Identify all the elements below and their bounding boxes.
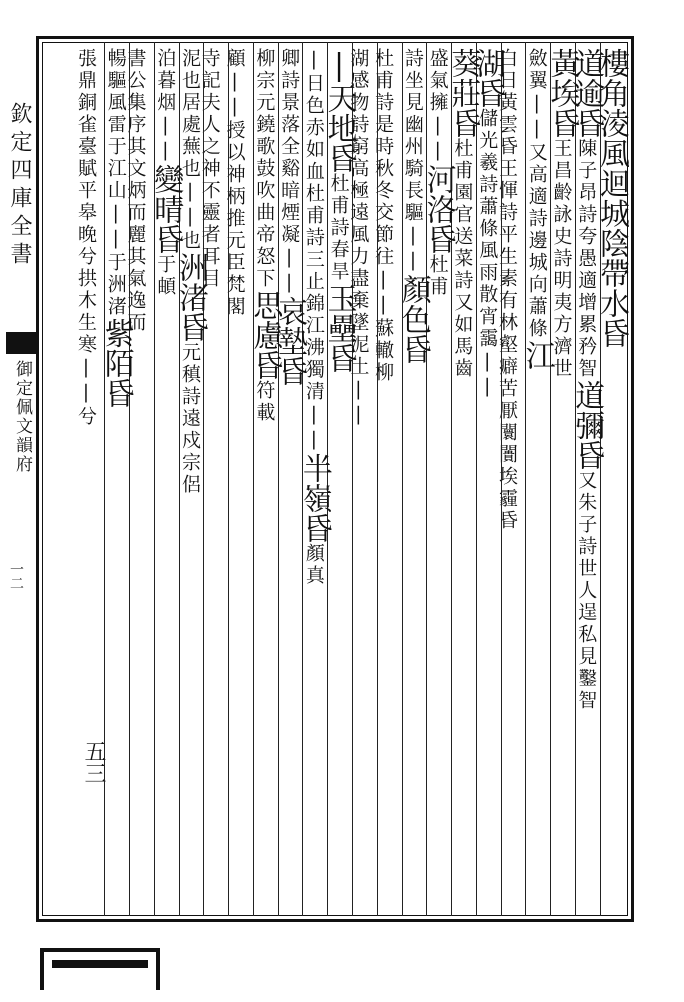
citation-text: 符載 <box>253 380 276 424</box>
citation-text: 卿詩景落全谿暗煙凝|| <box>278 48 301 296</box>
citation-text: 盛氣擁|| <box>426 48 449 164</box>
citation-text: 梵閣 <box>223 274 246 318</box>
citation-text: 杜甫詩是時秋冬交節往|| <box>372 48 395 318</box>
gutter <box>0 42 42 916</box>
citation-text: 壑癖苦厭闤闠埃霾昏 <box>495 334 518 532</box>
citation-text: |日色赤如血 <box>302 48 325 183</box>
citation-text: 王昌齡詠史詩明夷方濟世 <box>550 138 573 380</box>
volume-title: 御定佩文韻府 <box>12 360 32 474</box>
citation-text: 杜甫園官送菜詩又如馬齒 <box>451 138 474 380</box>
column-rule <box>154 42 155 916</box>
book-title: 欽定四庫全書 <box>7 102 32 270</box>
citation-text: 于頔 <box>154 254 177 298</box>
folio-number: 一二 <box>8 562 24 590</box>
headword: 半嶺昏 <box>296 453 332 543</box>
citation-text: 張鼎銅雀臺賦平皋晚兮拱木生寒||兮 <box>75 48 97 428</box>
citation-text: 書公集序其文炳而麗其氣逸而 <box>124 48 147 334</box>
citation-text: 湖感物詩窮高極遠風力盡棄墜泥土|| <box>347 48 370 428</box>
citation-text: 又朱子詩世人逞私見鑿智 <box>575 470 598 712</box>
citation-text: 寺記夫人之神不靈者耳目 <box>198 48 221 290</box>
citation-text: 儲光羲詩蕭條風雨散宵靄|| <box>476 108 499 400</box>
citation-text: 杜甫詩春旱 <box>327 173 350 283</box>
headword: 道彌昏 <box>569 380 605 470</box>
headword: 江 <box>519 340 555 370</box>
citation-text: 杜甫詩三止錦江沸獨清|| <box>302 183 325 453</box>
citation-text: 蘇轍柳 <box>372 318 395 384</box>
headword: 葵莊昏 <box>445 48 481 138</box>
column-rule <box>104 42 105 916</box>
headword: 湖昏 <box>470 48 506 108</box>
fish-tail-mark <box>6 332 36 354</box>
citation-text: 泊暮烟|| <box>154 48 177 164</box>
headword: 城陰帶水昏 <box>594 198 629 348</box>
headword: 變晴昏 <box>148 164 184 254</box>
citation-text: 柳宗元鐃歌鼓吹曲帝怒下 <box>253 48 276 290</box>
column-rule <box>228 42 229 916</box>
headword: 樓角淩風迴 <box>594 48 629 198</box>
text-column <box>76 48 95 428</box>
headword: 黃埃昏 <box>544 48 580 138</box>
headword: 顏色昏 <box>395 274 431 364</box>
headword: 洲渚昏 <box>173 252 209 342</box>
headword: 道逾昏 <box>569 48 605 138</box>
citation-text: 陳子昂詩夸愚適增累矜智 <box>575 138 598 380</box>
column-rule <box>253 42 254 916</box>
citation-text: 詩坐見幽州騎長驅|| <box>401 48 424 274</box>
citation-text: 泥也居處蕪也||也 <box>179 48 202 252</box>
citation-text: 杜甫 <box>426 254 449 298</box>
citation-text: 白日黃雲昏王惲詩平生素有林 <box>495 48 518 334</box>
headword: 紫陌昏 <box>98 318 134 408</box>
citation-text: 斂翼||又高適詩邊城向蕭條 <box>525 48 548 340</box>
headword: 哀墊昏 <box>272 296 308 386</box>
citation-text: 顧||授以神柄推元臣 <box>223 48 246 274</box>
column-rule <box>377 42 378 916</box>
headword: 河洛昏 <box>420 164 456 254</box>
citation-text: 顏真 <box>302 543 325 587</box>
headword: |天地昏 <box>321 48 357 173</box>
bottom-bar-inner <box>52 960 148 998</box>
headword: 玉壘昏 <box>321 283 357 373</box>
column-rule <box>402 42 403 916</box>
page-number: 五三 <box>81 740 106 784</box>
column-rule <box>525 42 526 916</box>
citation-text: 暢驅風雷于江山||于洲渚 <box>104 48 127 318</box>
headword: 思慮昏 <box>247 290 283 380</box>
citation-text: 元稹詩遠戍宗侶 <box>179 342 202 496</box>
